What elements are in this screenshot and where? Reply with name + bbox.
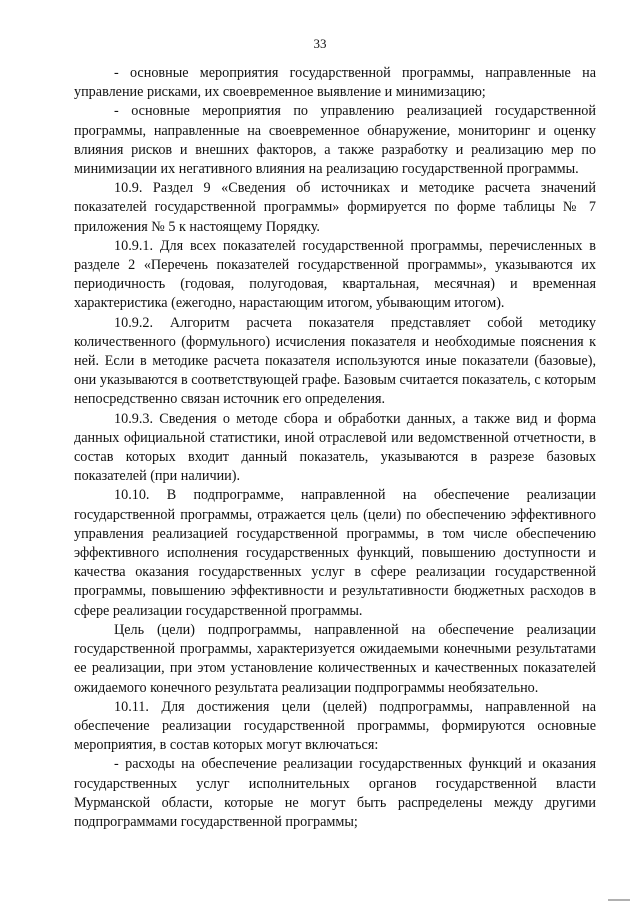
paragraph-bullet-management-measures: - основные мероприятия по управлению реализацией государственной программы, направленные на своевременное обнаружение, мониторинг и оценку влияния рисков и внешних факторов, а также разработку и реализацию мер по минимизации их негативного влияния на реализацию государственной программы. <box>74 103 596 178</box>
scan-edge-mark <box>608 899 630 901</box>
paragraph-10-9-2: 10.9.2. Алгоритм расчета показателя представляет собой методику количественного (формульного) исчисления показателя и необходимые пояснения к ней. Если в методике расчета показателя используются иные показатели (базовые), они указываются в соответствующей графе. Базовым считается показатель, с которым непосредственно связан источник его определения. <box>74 314 596 408</box>
paragraph-10-9-1: 10.9.1. Для всех показателей государственной программы, перечисленных в разделе 2 «Перечень показателей государственной программы», указываются их периодичность (годовая, полугодовая, квартальная, месячная) и временная характеристика (ежегодно, нарастающим итогом, убывающим итогом). <box>74 237 596 312</box>
paragraph-bullet-risk-measures: - основные мероприятия государственной программы, направленные на управление рисками, их своевременное выявление и минимизацию; <box>74 65 596 101</box>
document-body <box>74 64 596 832</box>
paragraph-10-10: 10.10. В подпрограмме, направленной на обеспечение реализации государственной программы, отражается цель (цели) по обеспечению эффективного управления реализацией государственной программы, в том числе обеспечению эффективного исполнения государственных функций, повышению доступности и качества оказания государственных услуг в сфере реализации государственной программы, повышению эффективности и результативности бюджетных расходов в сфере реализации государственной программы. <box>74 487 596 619</box>
page-number: 33 <box>313 36 327 51</box>
paragraph-10-11: 10.11. Для достижения цели (целей) подпрограммы, направленной на обеспечение реализации государственной программы, формируются основные мероприятия, в состав которых могут включаться: <box>74 698 596 754</box>
paragraph-10-9: 10.9. Раздел 9 «Сведения об источниках и методике расчета значений показателей государственной программы» формируется по форме таблицы № 7 приложения № 5 к настоящему Порядку. <box>74 180 596 235</box>
paragraph-bullet-expenses: - расходы на обеспечение реализации государственных функций и оказания государственных услуг исполнительных органов государственной власти Мурманской области, которые не могут быть распределены между другими подпрограммами государственной программы; <box>74 756 596 830</box>
paragraph-10-9-3: 10.9.3. Сведения о методе сбора и обработки данных, а также вид и форма данных официальной статистики, иной отраслевой или ведомственной отчетности, в состав которых входит данный показатель, указываются в разрезе базовых показателей (при наличии). <box>74 410 596 485</box>
paragraph-subprogram-goal: Цель (цели) подпрограммы, направленной на обеспечение реализации государственной программы, характеризуется ожидаемыми конечными результатами ее реализации, при этом установление количественных и качественных показателей ожидаемого конечного результата реализации подпрограммы необязательно. <box>74 621 596 696</box>
